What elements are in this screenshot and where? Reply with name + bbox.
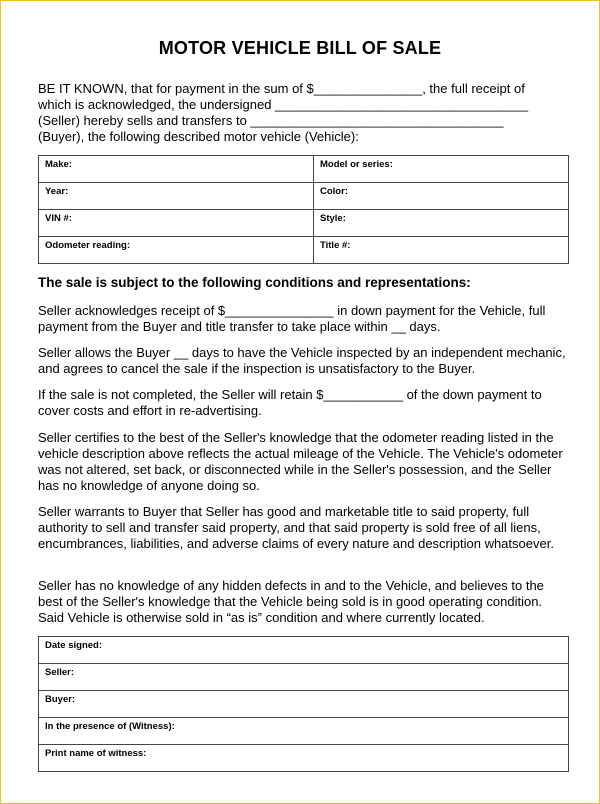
- title-number-field[interactable]: Title #:: [314, 237, 569, 264]
- intro-line-2: which is acknowledged, the undersigned ___________________________________: [38, 97, 529, 112]
- vehicle-details-table: [38, 155, 569, 264]
- buyer-signature-field[interactable]: Buyer:: [39, 691, 569, 718]
- witness-signature-field[interactable]: In the presence of (Witness):: [39, 718, 569, 745]
- year-field[interactable]: Year:: [39, 183, 314, 210]
- down-payment-paragraph: Seller acknowledges receipt of $_______________ in down payment for the Vehicle, full payment from the Buyer and title transfer to take place within __ days.: [38, 303, 546, 334]
- document-title: MOTOR VEHICLE BILL OF SALE: [158, 38, 442, 58]
- seller-signature-field[interactable]: Seller:: [39, 664, 569, 691]
- model-field[interactable]: Model or series:: [314, 156, 569, 183]
- odometer-field[interactable]: Odometer reading:: [39, 237, 314, 264]
- defects-paragraph: Seller has no knowledge of any hidden defects in and to the Vehicle, and believes to the best of the Seller's knowledge that the Vehicle being sold is in good operating condition. Said Vehicle is otherwise sold in “as is” condition and where currently located.: [38, 578, 544, 625]
- odometer-paragraph: Seller certifies to the best of the Seller's knowledge that the odometer reading listed in the vehicle description above reflects the actual mileage of the Vehicle. The Vehicle's odometer was not altered, set back, or disconnected while in the Seller's possession, and the Seller has no knowledge of anyone doing so.: [38, 430, 563, 493]
- witness-name-field[interactable]: Print name of witness:: [39, 745, 569, 772]
- retention-paragraph: If the sale is not completed, the Seller will retain $___________ of the down payment to cover costs and effort in re-advertising.: [38, 387, 542, 418]
- color-field[interactable]: Color:: [314, 183, 569, 210]
- inspection-paragraph: Seller allows the Buyer __ days to have the Vehicle inspected by an independent mechanic, and agrees to cancel the sale if the inspection is unsatisfactory to the Buyer.: [38, 345, 566, 376]
- vin-field[interactable]: VIN #:: [39, 210, 314, 237]
- intro-line-1: BE IT KNOWN, that for payment in the sum of $_______________, the full receipt of: [38, 81, 525, 96]
- intro-line-4: (Buyer), the following described motor vehicle (Vehicle):: [38, 129, 359, 144]
- style-field[interactable]: Style:: [314, 210, 569, 237]
- conditions-heading: The sale is subject to the following conditions and representations:: [38, 275, 471, 290]
- intro-line-3: (Seller) hereby sells and transfers to ___________________________________: [38, 113, 504, 128]
- signature-table: [38, 636, 569, 772]
- make-field[interactable]: Make:: [39, 156, 314, 183]
- date-signed-field[interactable]: Date signed:: [39, 637, 569, 664]
- intro-paragraph: [38, 81, 568, 145]
- title-warranty-paragraph: Seller warrants to Buyer that Seller has good and marketable title to said property, full authority to sell and transfer said property, and that said property is sold free of all liens, encumbrances, liabilities, and adverse claims of every nature and description whatsoever.: [38, 504, 554, 551]
